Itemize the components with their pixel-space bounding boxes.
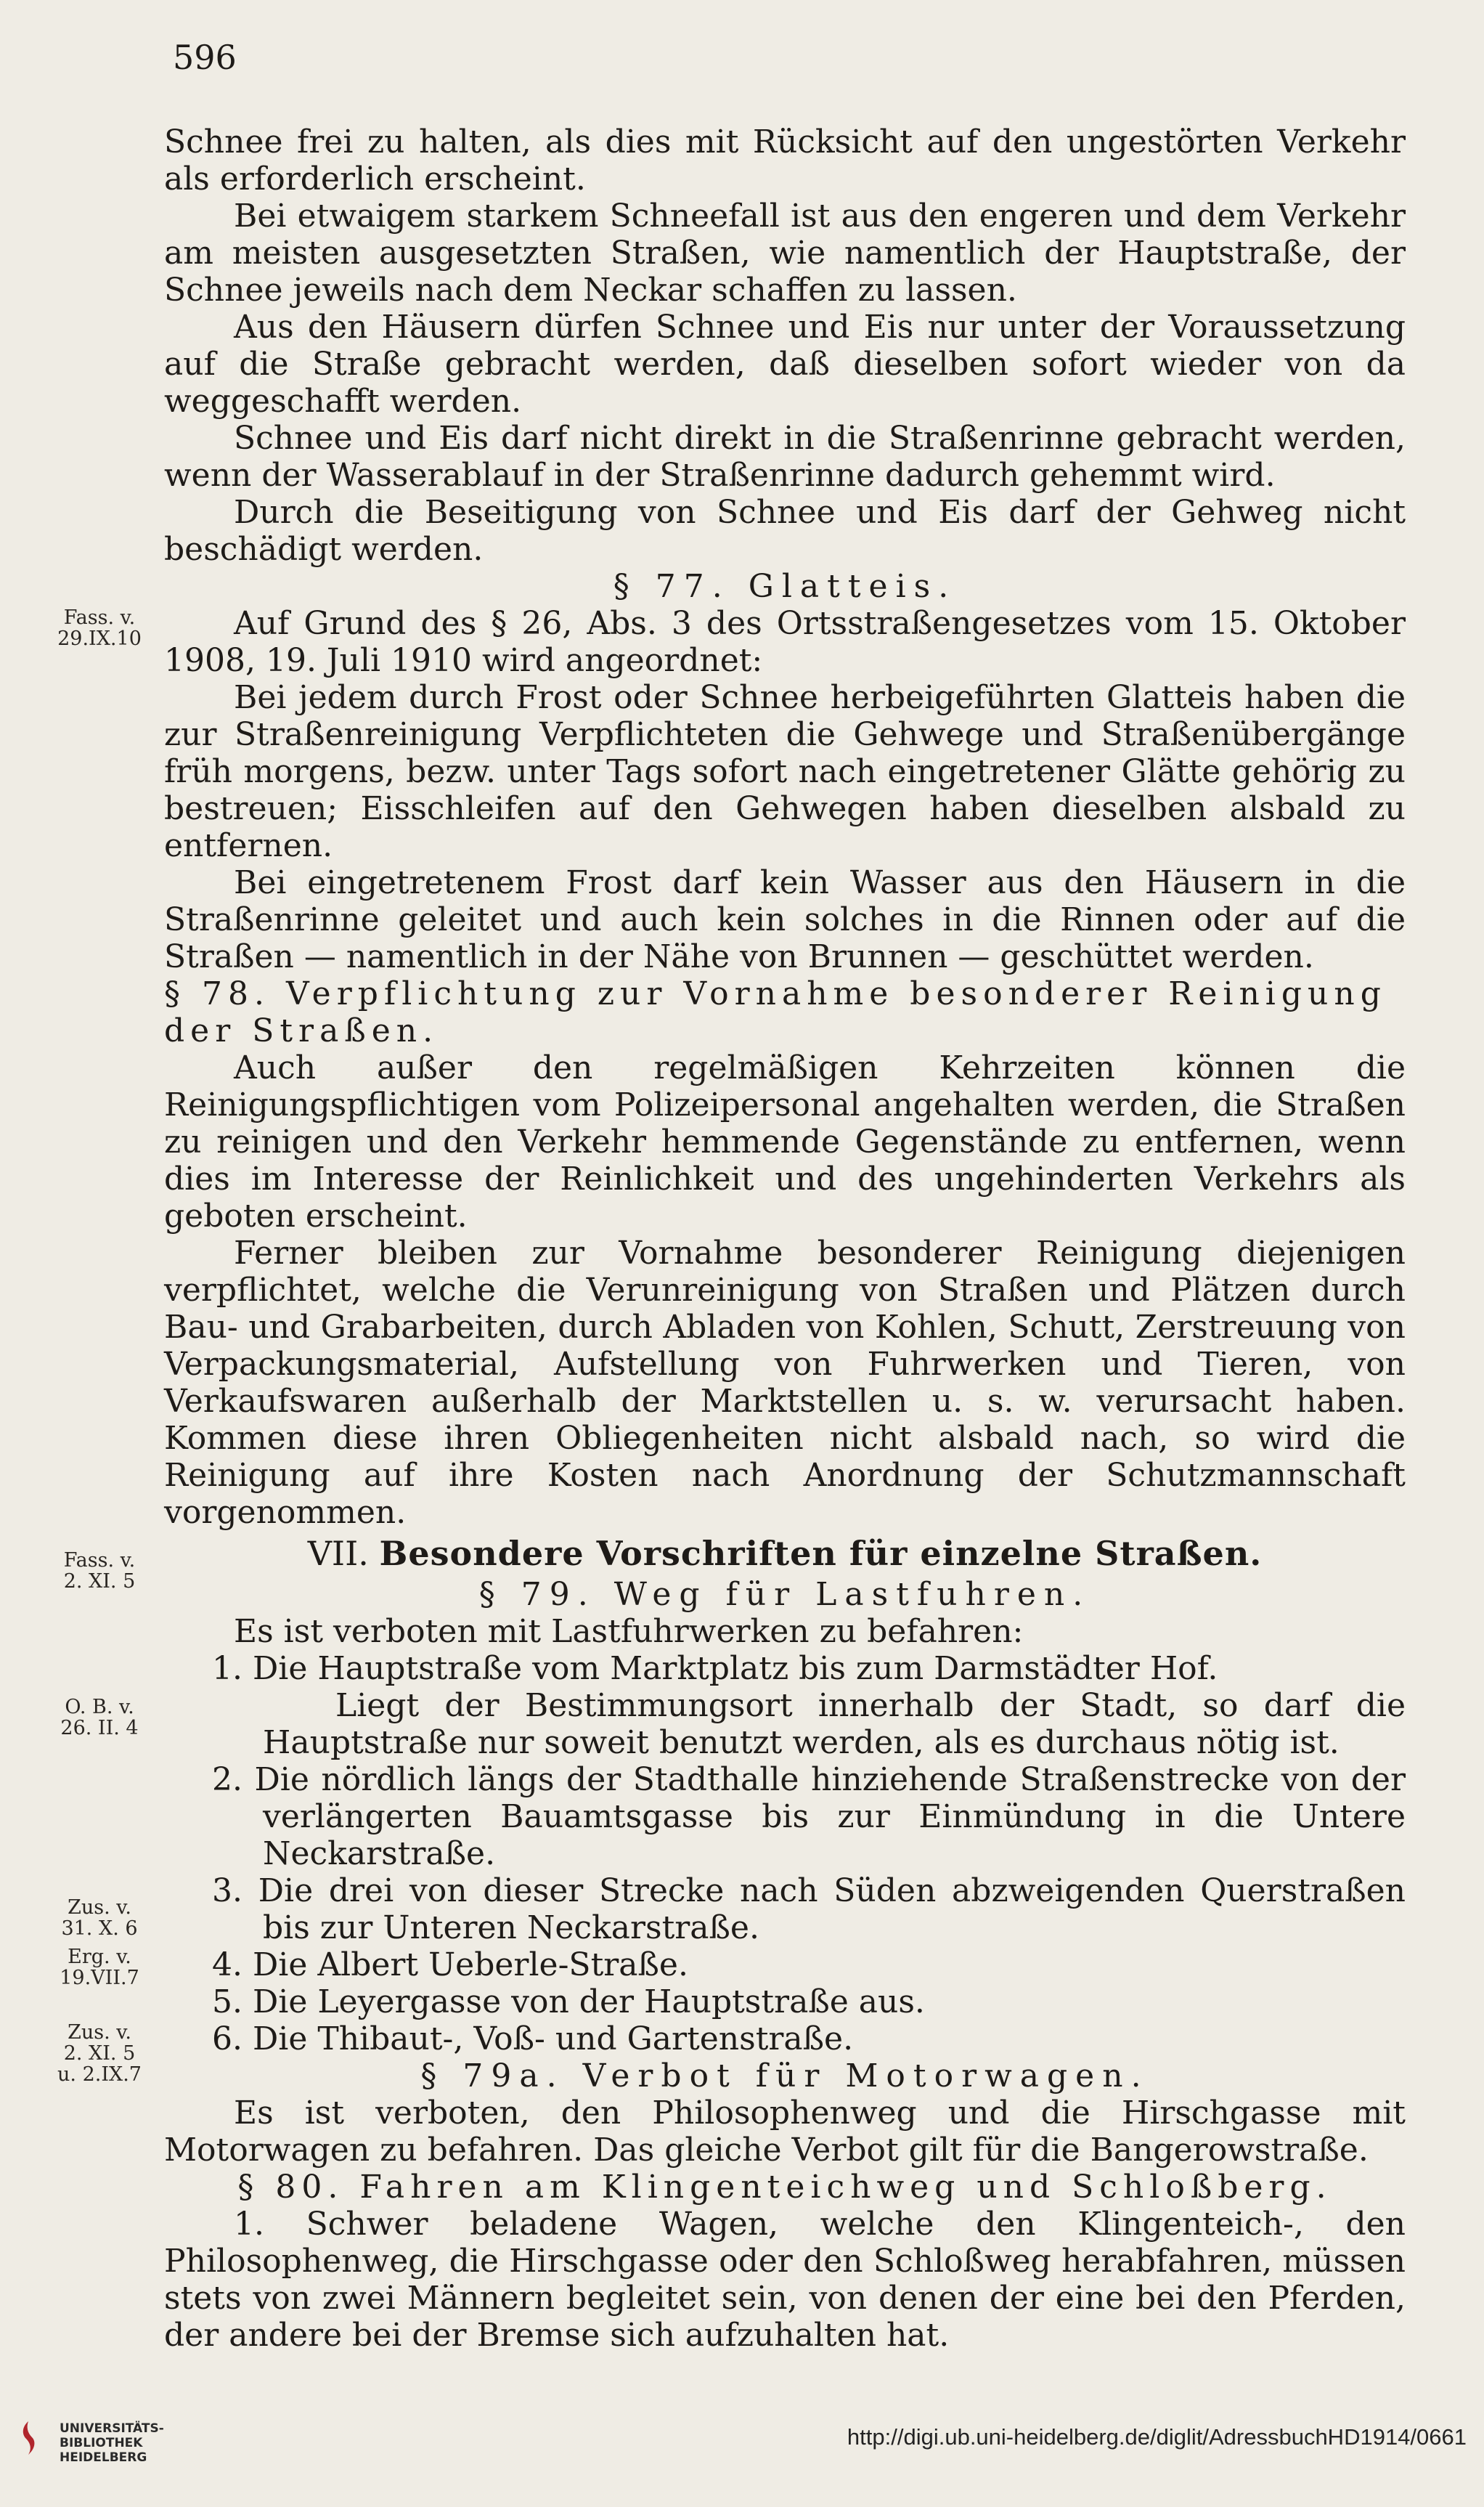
paragraph: Durch die Beseitigung von Schnee und Eis darf der Gehweg nicht beschädigt werden. [164, 494, 1406, 568]
margin-note [38, 1897, 161, 1939]
paragraph: Ferner bleiben zur Vornahme besonderer Reinigung diejenigen verpflichtet, welche die Verunreinigung von Straßen und Plätzen durch Bau- und Grabarbeiten, durch Abladen von Kohlen, Schutt, Zerstreuung von Verpackungsmaterial, Aufstellung von Fuhrwerken und Tieren, von Verkaufswaren außerhalb der Marktstellen u. s. w. verursacht haben. Kommen diese ihren Obliegenheiten nicht alsbald nach, so wird die Reinigung auf ihre Kosten nach Anordnung der Schutzmannschaft vorgenommen. [164, 1235, 1406, 1531]
margin-note [38, 2022, 161, 2085]
library-logo-icon [16, 2420, 41, 2456]
list-item: 5. Die Leyergasse von der Hauptstraße aus. [212, 1983, 925, 2020]
section-heading-79: § 79. Weg für Lastfuhren. [478, 1576, 1091, 1613]
list-item: 3. Die drei von dieser Strecke nach Süden abzweigenden Querstraßen bis zur Unteren Neckarstraße. [212, 1872, 1406, 1946]
margin-note-line: Zus. v. [68, 2021, 131, 2044]
list-item: 2. Die nördlich längs der Stadthalle hinziehende Straßenstrecke von der verlängerten Bauamtsgasse bis zur Einmündung in die Untere Neckarstraße. [212, 1761, 1406, 1872]
margin-note [38, 1697, 161, 1739]
margin-note-line: Fass. v. [63, 1549, 136, 1572]
margin-note-line: Erg. v. [68, 1946, 131, 1968]
margin-note-line: Zus. v. [68, 1896, 131, 1919]
paragraph: Bei etwaigem starkem Schneefall ist aus den engeren und dem Verkehr am meisten ausgesetzten Straßen, wie namentlich der Hauptstraße, der Schnee jeweils nach dem Neckar schaffen zu lassen. [164, 198, 1406, 309]
paragraph: Es ist verboten, den Philosophenweg und die Hirschgasse mit Motorwagen zu befahren. Das gleiche Verbot gilt für die Bangerowstraße. [164, 2094, 1406, 2169]
section-heading-79a: § 79a. Verbot für Motorwagen. [420, 2057, 1149, 2094]
margin-note [38, 607, 161, 649]
margin-note-line: 29.IX.10 [57, 627, 142, 650]
section-heading-77: § 77. Glatteis. [613, 568, 957, 605]
margin-note-line: 2. XI. 5 [63, 2042, 136, 2065]
chapter-heading [164, 1534, 1406, 1573]
margin-note [38, 1946, 161, 1988]
list-item: 6. Die Thibaut-, Voß- und Gartenstraße. [212, 2020, 854, 2057]
library-name [60, 2421, 164, 2465]
paragraph: Bei jedem durch Frost oder Schnee herbeigeführten Glatteis haben die zur Straßenreinigung Verpflichteten die Gehwege und Straßenübergänge früh morgens, bezw. unter Tags sofort nach eingetretener Glätte gehörig zu bestreuen; Eisschleifen auf den Gehwegen haben dieselben alsbald zu entfernen. [164, 679, 1406, 864]
paragraph: Bei eingetretenem Frost darf kein Wasser aus den Häusern in die Straßenrinne geleitet und auch kein solches in die Rinnen oder auf die Straßen — namentlich in der Nähe von Brunnen — geschüttet werden. [164, 864, 1406, 975]
margin-note-line: Fass. v. [63, 606, 136, 629]
page-body [164, 123, 1406, 2354]
paragraph: Aus den Häusern dürfen Schnee und Eis nur unter der Voraussetzung auf die Straße gebracht werden, daß dieselben sofort wieder von da weggeschafft werden. [164, 309, 1406, 420]
margin-note-line: 26. II. 4 [60, 1717, 139, 1739]
paragraph: Es ist verboten mit Lastfuhrwerken zu befahren: [234, 1613, 1024, 1650]
list-item-note: Liegt der Bestimmungsort innerhalb der Stadt, so darf die Hauptstraße nur soweit benutzt werden, als es durchaus nötig ist. [263, 1687, 1406, 1761]
library-name-line: HEIDELBERG [60, 2450, 147, 2465]
paragraph: Schnee frei zu halten, als dies mit Rücksicht auf den ungestörten Verkehr als erforderlich erscheint. [164, 123, 1406, 198]
chapter-title: Besondere Vorschriften für einzelne Straßen. [379, 1534, 1263, 1573]
paragraph: Schnee und Eis darf nicht direkt in die Straßenrinne gebracht werden, wenn der Wasserablauf in der Straßenrinne dadurch gehemmt wird. [164, 420, 1406, 494]
library-name-line: UNIVERSITÄTS- [60, 2421, 164, 2436]
list-item: 4. Die Albert Ueberle-Straße. [212, 1946, 688, 1983]
section-heading-78: § 78. Verpflichtung zur Vornahme besonderer Reinigung der Straßen. [164, 975, 1387, 1049]
paragraph: Auf Grund des § 26, Abs. 3 des Ortsstraßengesetzes vom 15. Oktober 1908, 19. Juli 1910 wird angeordnet: [164, 605, 1406, 679]
chapter-number: VII. [307, 1534, 369, 1573]
source-url-link[interactable]: http://digi.ub.uni-heidelberg.de/diglit/AdressbuchHD1914/0661 [847, 2424, 1467, 2450]
margin-note-line: 31. X. 6 [61, 1917, 138, 1940]
margin-note-line: u. 2.IX.7 [57, 2063, 142, 2086]
margin-note-line: O. B. v. [65, 1696, 134, 1718]
paragraph: Auch außer den regelmäßigen Kehrzeiten können die Reinigungspflichtigen vom Polizeipersonal angehalten werden, die Straßen zu reinigen und den Verkehr hemmende Gegenstände zu entfernen, wenn dies im Interesse der Reinlichkeit und des ungehinderten Verkehrs als geboten erscheint. [164, 1049, 1406, 1235]
paragraph: 1. Schwer beladene Wagen, welche den Klingenteich-, den Philosophenweg, die Hirschgasse oder den Schloßweg herabfahren, müssen stets von zwei Männern begleitet sein, von denen der eine bei den Pferden, der andere bei der Bremse sich aufzuhalten hat. [164, 2206, 1406, 2354]
library-name-line: BIBLIOTHEK [60, 2436, 143, 2450]
margin-note-line: 2. XI. 5 [63, 1570, 136, 1593]
section-heading-80: § 80. Fahren am Klingenteichweg und Schloßberg. [237, 2169, 1332, 2206]
margin-note-line: 19.VII.7 [60, 1967, 139, 1989]
page-number: 596 [173, 38, 237, 77]
margin-note [38, 1550, 161, 1592]
list-item: 1. Die Hauptstraße vom Marktplatz bis zum Darmstädter Hof. [212, 1650, 1218, 1687]
